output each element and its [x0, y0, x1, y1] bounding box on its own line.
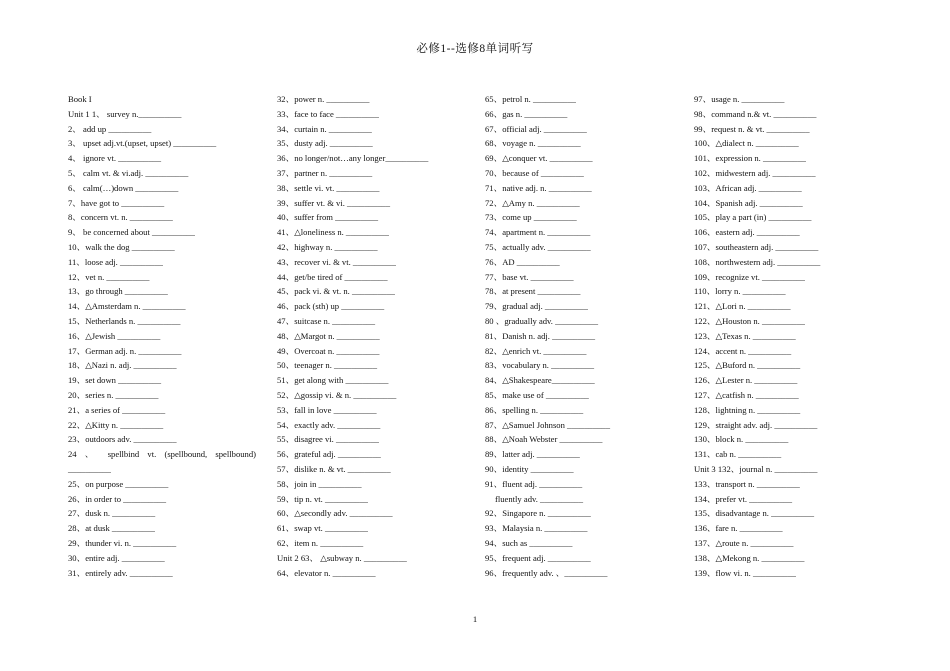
vocab-line: 55、disagree vi. __________ [277, 434, 379, 445]
vocab-line: 103、African adj. __________ [694, 182, 802, 193]
vocab-line: 37、partner n. __________ [277, 167, 373, 178]
vocab-line: 105、play a part (in) __________ [694, 212, 812, 223]
vocab-line: 20、series n. __________ [68, 389, 159, 400]
vocab-line: 60、△secondly adv. __________ [277, 508, 393, 519]
vocab-line: 96、frequently adv. 、__________ [485, 567, 608, 578]
vocab-line: 29、thunder vi. n. __________ [68, 537, 177, 548]
vocab-line: 134、prefer vt. __________ [694, 493, 793, 504]
vocab-line: 99、request n. & vt. __________ [694, 123, 810, 134]
vocab-line: 100、△dialect n. __________ [694, 138, 799, 149]
vocab-line: 85、make use of __________ [485, 389, 589, 400]
vocab-line: 22、△Kitty n. __________ [68, 419, 164, 430]
vocab-line: 47、suitcase n. __________ [277, 315, 376, 326]
vocab-line: 78、at present __________ [485, 286, 581, 297]
vocab-line: 129、straight adv. adj. __________ [694, 419, 818, 430]
vocab-line: 87、△Samuel Johnson __________ [485, 419, 611, 430]
vocab-line: 109、recognize vt. __________ [694, 271, 805, 282]
vocab-line: 48、△Margot n. __________ [277, 330, 380, 341]
vocab-line: 61、swap vt. __________ [277, 523, 368, 534]
vocab-line: 86、spelling n. __________ [485, 404, 584, 415]
vocab-line: 98、command n.& vt. __________ [694, 108, 817, 119]
vocab-line: Unit 3 132、journal n. __________ [694, 463, 818, 474]
column-1 [68, 92, 273, 580]
vocab-line: 8、concern vt. n. __________ [68, 212, 173, 223]
vocab-line: 91、fluent adj. __________ [485, 478, 583, 489]
vocab-line: 75、actually adv. __________ [485, 241, 591, 252]
vocab-line: 31、entirely adv. __________ [68, 567, 173, 578]
vocab-line: 81、Danish n. adj. __________ [485, 330, 596, 341]
page-title: 必修1--选修8单词听写 [416, 43, 534, 55]
vocab-line: 70、because of __________ [485, 167, 584, 178]
vocab-line: 121、△Lori n. __________ [694, 301, 791, 312]
vocab-line: 80 、gradually adv. __________ [485, 315, 599, 326]
vocab-line: 135、disadvantage n. __________ [694, 508, 815, 519]
vocab-line: 136、fare n. __________ [694, 523, 783, 534]
vocab-line: 64、elevator n. __________ [277, 567, 376, 578]
vocab-line: 40、suffer from __________ [277, 212, 379, 223]
vocab-line: 14、△Amsterdam n. __________ [68, 301, 186, 312]
vocab-line: 32、power n. __________ [277, 94, 370, 104]
vocab-line: 6、 calm(…)down __________ [68, 182, 179, 193]
column-3 [485, 92, 690, 580]
vocab-line: 44、get/be tired of __________ [277, 271, 388, 282]
vocab-line: 19、set down __________ [68, 375, 162, 386]
vocab-line: 67、official adj. __________ [485, 123, 587, 134]
vocab-line: 26、in order to __________ [68, 493, 167, 504]
vocab-line: 68、voyage n. __________ [485, 138, 581, 149]
vocab-line: 82、△enrich vt. __________ [485, 345, 587, 356]
vocab-line: 16、△Jewish __________ [68, 330, 161, 341]
vocab-line: 33、face to face __________ [277, 108, 379, 119]
vocab-line: 66、gas n. __________ [485, 108, 568, 119]
vocab-line: 102、midwestern adj. __________ [694, 167, 816, 178]
vocab-line: 131、cab n. __________ [694, 449, 782, 460]
vocab-line: 54、exactly adv. __________ [277, 419, 381, 430]
vocab-line: 13、go through __________ [68, 286, 168, 297]
vocab-line: 15、Netherlands n. __________ [68, 315, 181, 326]
vocab-line: 21、a series of __________ [68, 404, 166, 415]
vocab-line: 46、pack (sth) up __________ [277, 301, 385, 312]
vocab-line: 71、native adj. n. __________ [485, 182, 592, 193]
vocab-line: 88、△Noah Webster __________ [485, 434, 603, 445]
vocab-line: 104、Spanish adj. __________ [694, 197, 803, 208]
vocab-line: 28、at dusk __________ [68, 523, 155, 534]
vocab-line: 89、latter adj. __________ [485, 449, 580, 460]
vocab-line: 43、recover vi. & vt. __________ [277, 256, 396, 267]
vocab-line: 9、 be concerned about __________ [68, 227, 195, 238]
vocab-line: 126、△Lester n. __________ [694, 375, 798, 386]
vocab-line: 69、△conquer vt. __________ [485, 153, 593, 164]
vocab-line: 101、expression n. __________ [694, 153, 806, 164]
vocab-line: 84、△Shakespeare__________ [485, 375, 595, 386]
vocab-line: Unit 1 1、 survey n.__________ [68, 108, 182, 119]
vocab-line: 137、△route n. __________ [694, 537, 794, 548]
vocab-line: Book I [68, 94, 92, 104]
vocab-line: 42、highway n. __________ [277, 241, 378, 252]
vocab-line: fluently adv. __________ [495, 493, 583, 504]
vocab-line: 30、entire adj. __________ [68, 552, 165, 563]
vocab-line: 72、△Amy n. __________ [485, 197, 580, 208]
vocab-line: 95、frequent adj. __________ [485, 552, 591, 563]
page-number: 1 [472, 614, 478, 624]
vocab-line: 110、lorry n. __________ [694, 286, 786, 297]
vocab-line: 57、dislike n. & vt. __________ [277, 463, 391, 474]
vocab-line: 53、fall in love __________ [277, 404, 377, 415]
vocab-line: 23、outdoors adv. __________ [68, 434, 177, 445]
vocab-line: 4、 ignore vt. __________ [68, 153, 162, 164]
vocab-line: 128、lightning n. __________ [694, 404, 801, 415]
vocab-line: 12、vet n. __________ [68, 271, 150, 282]
vocab-line: 45、pack vi. & vt. n. __________ [277, 286, 395, 297]
vocab-line: 138、△Mekong n. __________ [694, 552, 805, 563]
vocab-line: 7、have got to __________ [68, 197, 165, 208]
vocab-line: 17、German adj. n. __________ [68, 345, 182, 356]
vocab-line: 77、base vt. __________ [485, 271, 574, 282]
vocab-line: 139、flow vi. n. __________ [694, 567, 796, 578]
vocab-line: 93、Malaysia n. __________ [485, 523, 588, 534]
vocab-line: 51、get along with __________ [277, 375, 389, 386]
vocab-line: 92、Singapore n. __________ [485, 508, 591, 519]
column-2 [277, 92, 482, 580]
vocab-line: 79、gradual adj. __________ [485, 301, 588, 312]
vocab-line: 56、grateful adj. __________ [277, 449, 381, 460]
vocab-line: 83、vocabulary n. __________ [485, 360, 595, 371]
vocab-line: 36、no longer/not…any longer__________ [277, 153, 429, 164]
vocab-line: 41、△loneliness n. __________ [277, 227, 389, 238]
vocab-line: 62、item n. __________ [277, 537, 364, 548]
vocab-line: 18、△Nazi n. adj. __________ [68, 360, 177, 371]
vocab-line: 125、△Buford n. __________ [694, 360, 801, 371]
vocab-line: 73、come up __________ [485, 212, 577, 223]
vocab-line: 52、△gossip vi. & n. __________ [277, 389, 397, 400]
vocab-line: 122、△Houston n. __________ [694, 315, 805, 326]
vocab-line: 59、tip n. vt. __________ [277, 493, 368, 504]
vocab-line: 39、suffer vt. & vi. __________ [277, 197, 390, 208]
vocab-line: 130、block n. __________ [694, 434, 789, 445]
vocab-line: 3、 upset adj.vt.(upset, upset) __________ [68, 138, 217, 149]
vocab-line: 94、such as __________ [485, 537, 573, 548]
vocab-line: 97、usage n. __________ [694, 94, 785, 104]
vocab-line: 106、eastern adj. __________ [694, 227, 800, 238]
vocab-line: 27、dusk n. __________ [68, 508, 156, 519]
vocab-line: __________ [68, 463, 111, 474]
vocab-line: 24 、 spellbind vt. (spellbound, spellbound) [68, 449, 256, 460]
vocab-line: 50、teenager n. __________ [277, 360, 377, 371]
vocab-line: 65、petrol n. __________ [485, 94, 576, 104]
vocab-line: 124、accent n. __________ [694, 345, 792, 356]
vocab-line: 76、AD __________ [485, 256, 560, 267]
vocab-line: 10、walk the dog __________ [68, 241, 175, 252]
vocab-line: Unit 2 63、 △subway n. __________ [277, 552, 407, 563]
vocab-line: 107、southeastern adj. __________ [694, 241, 819, 252]
vocab-line: 127、△catfish n. __________ [694, 389, 799, 400]
vocab-line: 74、apartment n. __________ [485, 227, 591, 238]
vocab-line: 133、transport n. __________ [694, 478, 800, 489]
vocab-line: 123、△Texas n. __________ [694, 330, 796, 341]
vocab-line: 108、northwestern adj. __________ [694, 256, 821, 267]
vocab-line: 49、Overcoat n. __________ [277, 345, 380, 356]
vocab-line: 5、 calm vt. & vi.adj. __________ [68, 167, 189, 178]
vocab-line: 38、settle vi. vt. __________ [277, 182, 380, 193]
vocab-line: 90、identity __________ [485, 463, 574, 474]
vocab-line: 58、join in __________ [277, 478, 362, 489]
vocab-line: 11、loose adj. __________ [68, 256, 163, 267]
vocab-line: 34、curtain n. __________ [277, 123, 372, 134]
vocab-line: 25、on purpose __________ [68, 478, 169, 489]
vocab-line: 2、 add up __________ [68, 123, 152, 134]
vocab-line: 35、dusty adj. __________ [277, 138, 373, 149]
column-4 [694, 92, 899, 580]
